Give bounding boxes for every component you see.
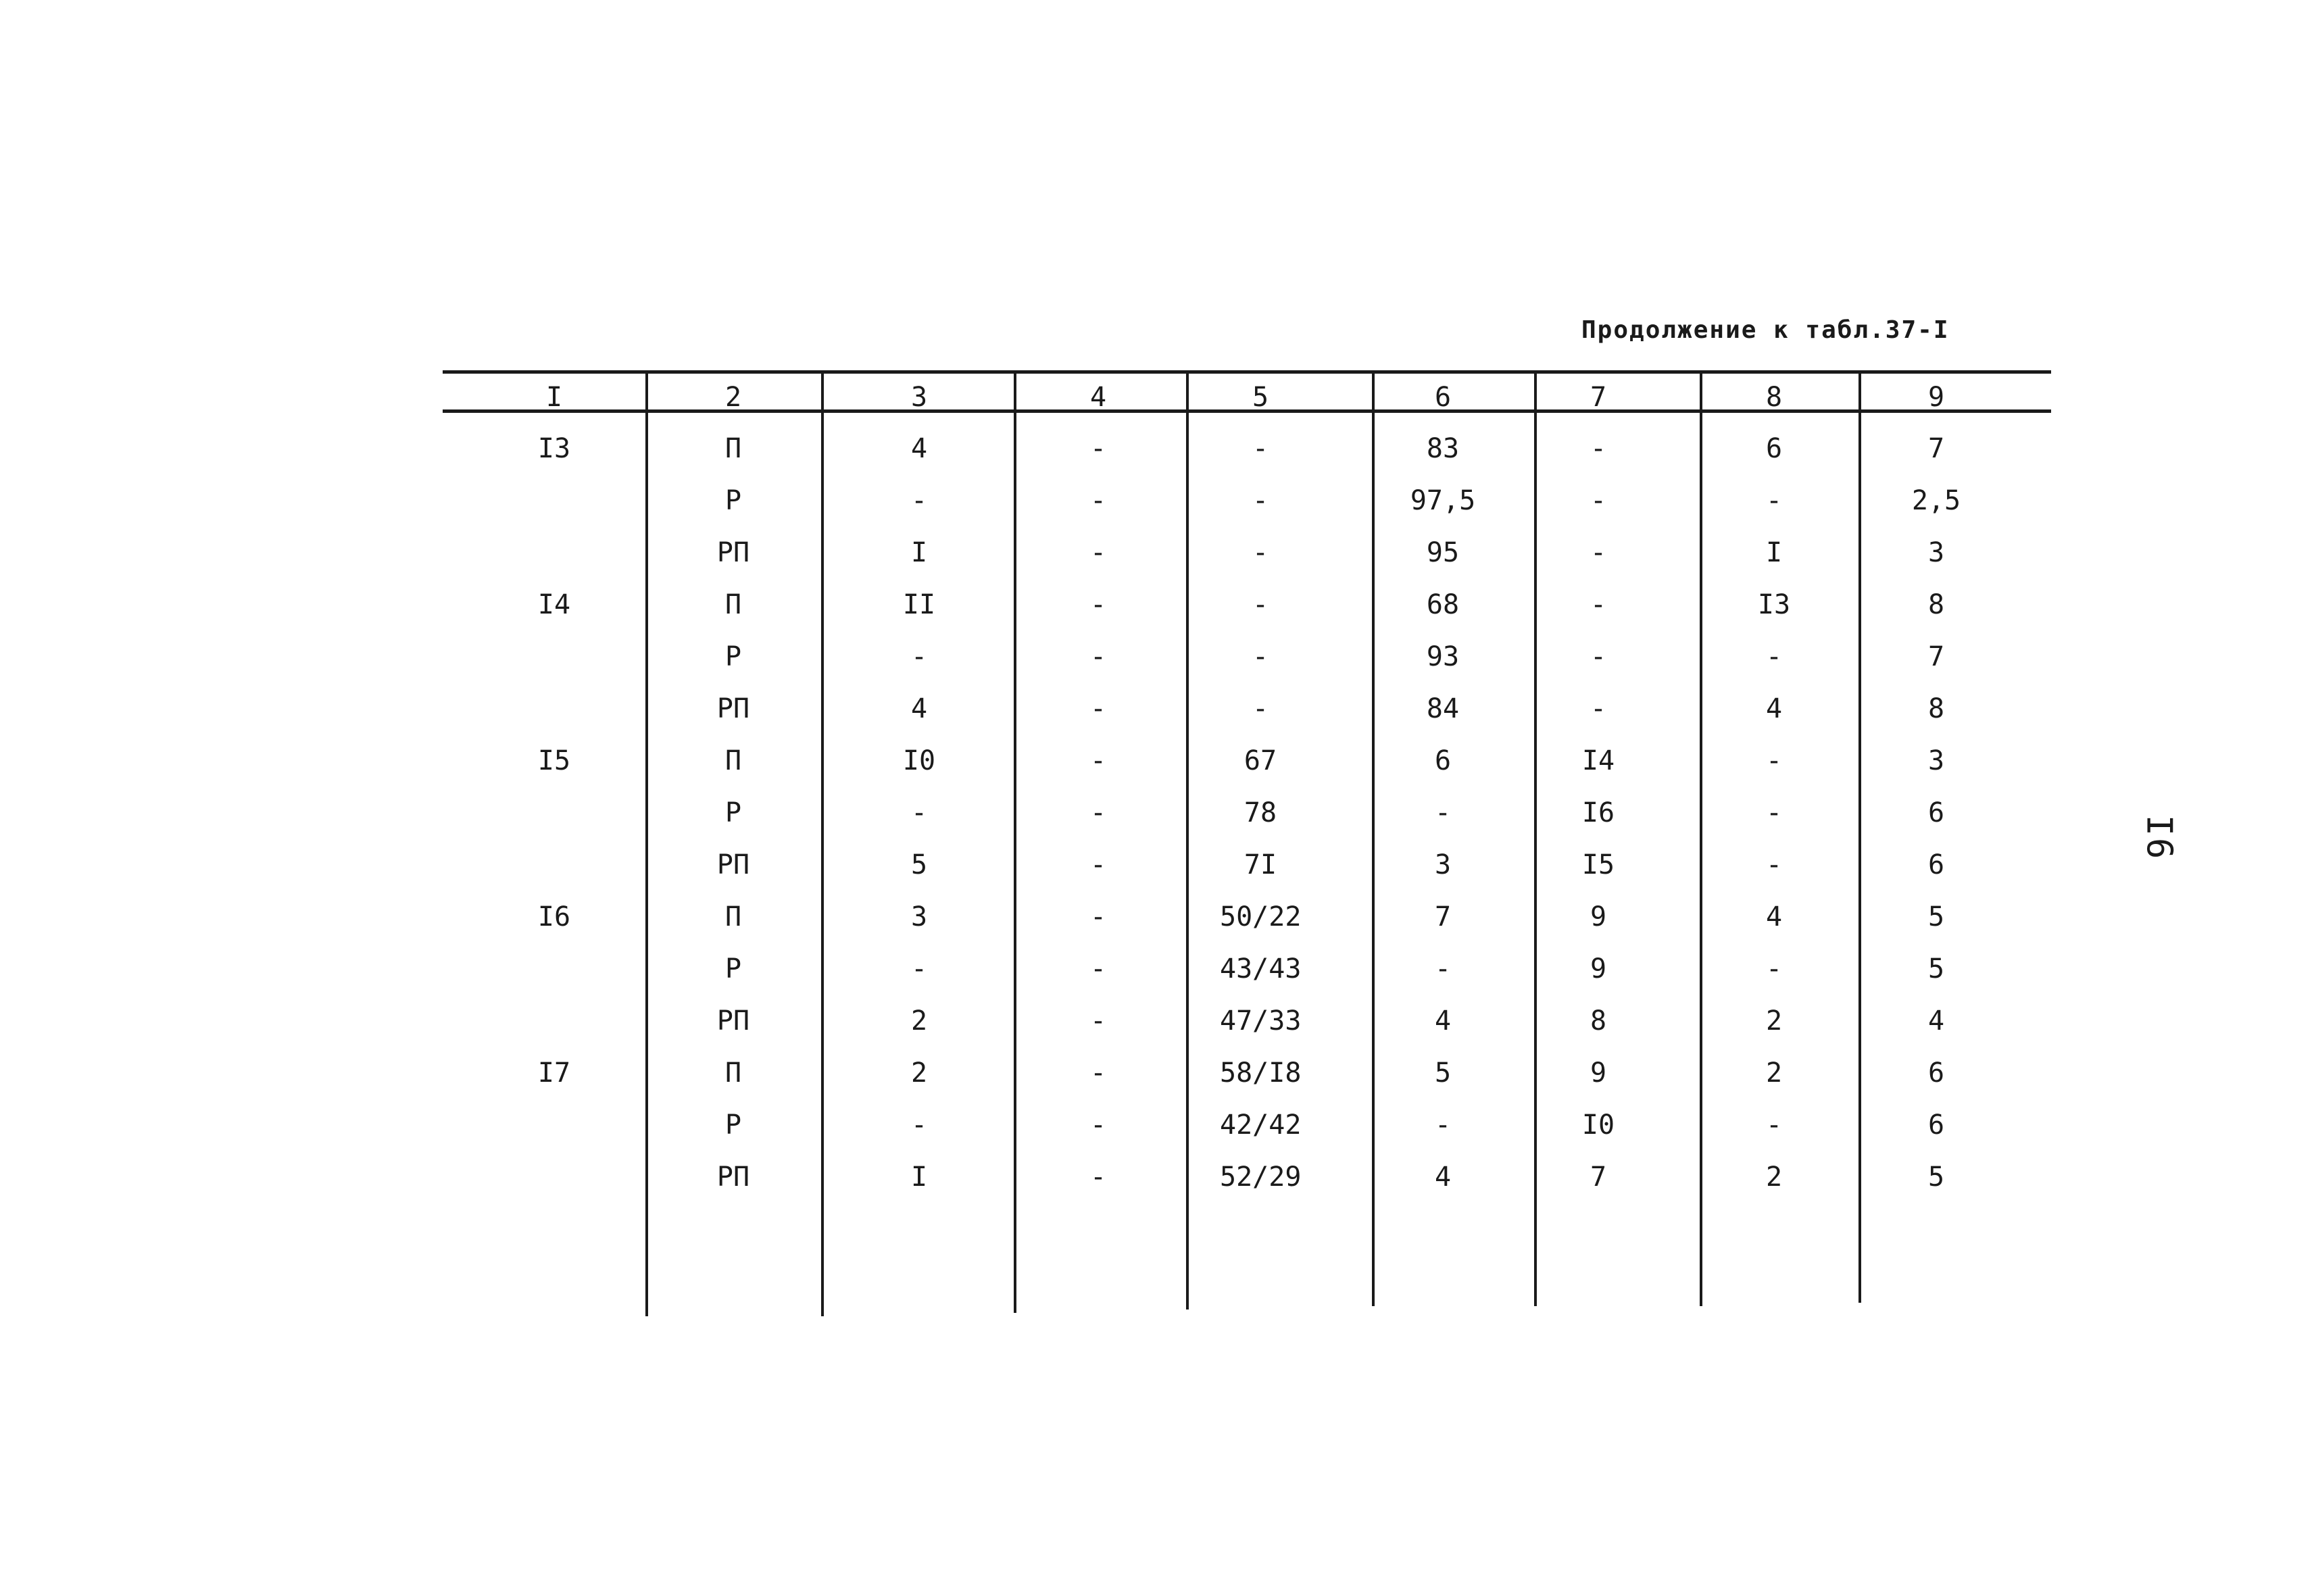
table-cell: -	[1089, 641, 1107, 672]
table-cell: П	[724, 745, 742, 776]
table-top-rule	[443, 370, 2051, 374]
table-cell: I6	[537, 901, 571, 932]
table-cell: 8	[1590, 1005, 1607, 1037]
table-cell: 3	[1434, 849, 1452, 880]
table-cell: 9	[1590, 1057, 1607, 1089]
table-cell: -	[1434, 953, 1452, 984]
table-cell: -	[1252, 537, 1269, 568]
table-cell: 7I	[1244, 849, 1277, 880]
column-header-5: 5	[1252, 382, 1269, 413]
table-caption: Продолжение к табл.37-I	[1581, 316, 1950, 344]
table-cell: 68	[1426, 589, 1460, 620]
table-cell: 5	[1434, 1057, 1452, 1089]
table-cell: 97,5	[1410, 485, 1476, 516]
table-cell: 9	[1590, 953, 1607, 984]
table-cell: -	[1590, 537, 1607, 568]
table-cell: РП	[716, 1005, 750, 1037]
table-cell: -	[1765, 641, 1783, 672]
table-cell: 3	[1927, 537, 1945, 568]
table-cell: П	[724, 1057, 742, 1089]
table-cell: 5	[1927, 953, 1945, 984]
table-cell: 2	[910, 1005, 928, 1037]
table-cell: 4	[1765, 901, 1783, 932]
table-cell: -	[1089, 1057, 1107, 1089]
table-cell: -	[1590, 641, 1607, 672]
table-cell: -	[1089, 745, 1107, 776]
page-number: I6	[2138, 814, 2180, 862]
table-cell: 50/22	[1220, 901, 1302, 932]
table-cell: I6	[1581, 797, 1615, 828]
table-cell: 3	[910, 901, 928, 932]
table-cell: -	[1089, 901, 1107, 932]
table-cell: -	[1089, 953, 1107, 984]
table-cell: 4	[910, 433, 928, 464]
table-cell: -	[910, 485, 928, 516]
table-cell: Р	[724, 485, 742, 516]
column-divider	[1858, 370, 1861, 1303]
table-cell: 43/43	[1220, 953, 1302, 984]
table-cell: 6	[1927, 797, 1945, 828]
table-cell: 84	[1426, 693, 1460, 724]
table-cell: -	[1590, 485, 1607, 516]
table-cell: 58/I8	[1220, 1057, 1302, 1089]
table-cell: Р	[724, 641, 742, 672]
table-cell: -	[1252, 693, 1269, 724]
table-cell: 4	[1434, 1162, 1452, 1193]
table-cell: П	[724, 901, 742, 932]
data-table	[443, 370, 2051, 1330]
column-header-9: 9	[1927, 382, 1945, 413]
table-cell: 4	[1765, 693, 1783, 724]
column-header-1: I	[545, 382, 563, 413]
column-header-2: 2	[724, 382, 742, 413]
column-divider	[821, 370, 824, 1316]
table-cell: I5	[1581, 849, 1615, 880]
table-cell: 6	[1927, 1057, 1945, 1089]
table-cell: -	[1252, 485, 1269, 516]
table-cell: 5	[910, 849, 928, 880]
table-cell: 2,5	[1911, 485, 1961, 516]
table-cell: 7	[1927, 433, 1945, 464]
column-divider	[1534, 370, 1537, 1306]
table-cell: 7	[1434, 901, 1452, 932]
table-cell: I3	[1757, 589, 1791, 620]
column-header-4: 4	[1089, 382, 1107, 413]
column-header-6: 6	[1434, 382, 1452, 413]
column-divider	[1186, 370, 1189, 1310]
table-cell: 6	[1434, 745, 1452, 776]
table-cell: I0	[1581, 1109, 1615, 1141]
table-cell: 4	[910, 693, 928, 724]
table-cell: -	[1252, 641, 1269, 672]
table-cell: -	[1765, 849, 1783, 880]
table-cell: I4	[1581, 745, 1615, 776]
table-cell: 42/42	[1220, 1109, 1302, 1141]
table-cell: 7	[1590, 1162, 1607, 1193]
table-cell: 2	[1765, 1057, 1783, 1089]
table-cell: II	[902, 589, 936, 620]
table-cell: -	[1765, 745, 1783, 776]
table-cell: -	[1089, 537, 1107, 568]
table-cell: -	[1089, 485, 1107, 516]
column-header-8: 8	[1765, 382, 1783, 413]
table-cell: -	[1590, 433, 1607, 464]
table-cell: I7	[537, 1057, 571, 1089]
table-cell: 47/33	[1220, 1005, 1302, 1037]
table-cell: 3	[1927, 745, 1945, 776]
table-cell: -	[910, 1109, 928, 1141]
column-header-3: 3	[910, 382, 928, 413]
table-cell: 93	[1426, 641, 1460, 672]
table-cell: -	[1590, 693, 1607, 724]
table-cell: 95	[1426, 537, 1460, 568]
table-cell: -	[1089, 1162, 1107, 1193]
table-cell: -	[1089, 797, 1107, 828]
table-cell: -	[1089, 1109, 1107, 1141]
table-cell: 52/29	[1220, 1162, 1302, 1193]
table-cell: 83	[1426, 433, 1460, 464]
table-cell: I	[910, 537, 928, 568]
table-cell: 78	[1244, 797, 1277, 828]
table-cell: 7	[1927, 641, 1945, 672]
table-cell: РП	[716, 1162, 750, 1193]
table-cell: -	[910, 641, 928, 672]
table-cell: -	[910, 797, 928, 828]
table-cell: -	[1089, 433, 1107, 464]
table-cell: Р	[724, 1109, 742, 1141]
table-cell: -	[1089, 849, 1107, 880]
table-cell: РП	[716, 849, 750, 880]
table-cell: РП	[716, 537, 750, 568]
table-cell: I4	[537, 589, 571, 620]
table-cell: 2	[910, 1057, 928, 1089]
table-cell: -	[1089, 1005, 1107, 1037]
column-divider	[1372, 370, 1375, 1306]
table-cell: 5	[1927, 901, 1945, 932]
table-cell: 2	[1765, 1005, 1783, 1037]
table-cell: Р	[724, 953, 742, 984]
column-divider	[1014, 370, 1016, 1313]
table-cell: 4	[1927, 1005, 1945, 1037]
table-cell: -	[1434, 797, 1452, 828]
table-cell: П	[724, 433, 742, 464]
table-cell: I	[1765, 537, 1783, 568]
table-cell: I5	[537, 745, 571, 776]
table-cell: -	[1089, 589, 1107, 620]
table-cell: 8	[1927, 589, 1945, 620]
table-cell: Р	[724, 797, 742, 828]
table-cell: 8	[1927, 693, 1945, 724]
table-cell: -	[1590, 589, 1607, 620]
column-divider	[1700, 370, 1702, 1306]
table-cell: -	[1765, 1109, 1783, 1141]
table-cell: 4	[1434, 1005, 1452, 1037]
table-cell: -	[910, 953, 928, 984]
table-cell: -	[1252, 589, 1269, 620]
table-cell: 6	[1927, 1109, 1945, 1141]
table-cell: П	[724, 589, 742, 620]
column-divider	[645, 370, 648, 1316]
table-cell: РП	[716, 693, 750, 724]
table-cell: 2	[1765, 1162, 1783, 1193]
table-cell: I3	[537, 433, 571, 464]
table-cell: -	[1765, 485, 1783, 516]
table-cell: -	[1765, 797, 1783, 828]
table-cell: 9	[1590, 901, 1607, 932]
table-cell: I	[910, 1162, 928, 1193]
column-header-7: 7	[1590, 382, 1607, 413]
table-cell: -	[1252, 433, 1269, 464]
table-cell: -	[1434, 1109, 1452, 1141]
table-cell: 6	[1765, 433, 1783, 464]
table-cell: 6	[1927, 849, 1945, 880]
table-cell: -	[1765, 953, 1783, 984]
table-cell: -	[1089, 693, 1107, 724]
table-cell: 67	[1244, 745, 1277, 776]
table-cell: I0	[902, 745, 936, 776]
table-cell: 5	[1927, 1162, 1945, 1193]
